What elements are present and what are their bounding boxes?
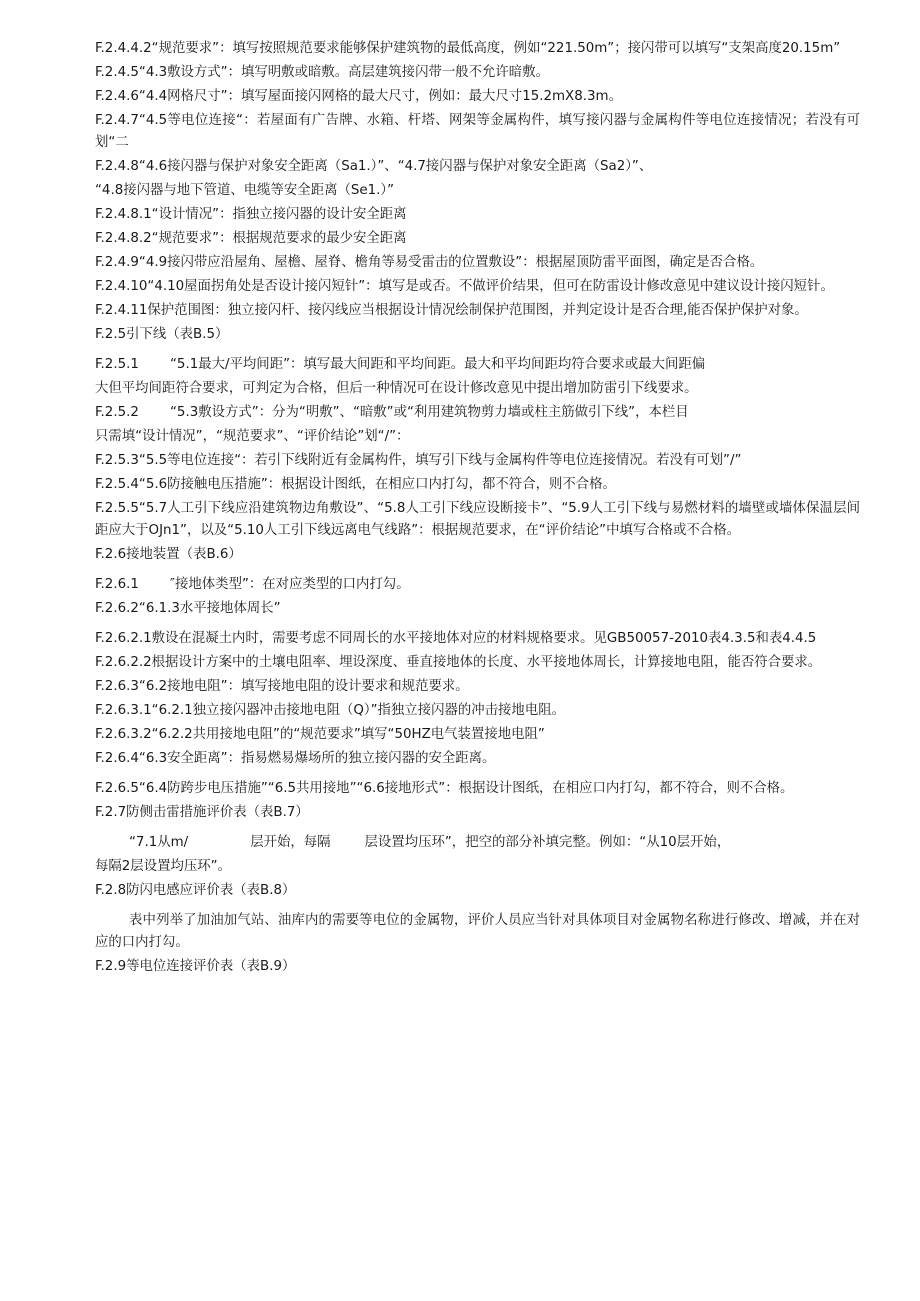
paragraph-f2632: F.2.6.3.2“6.2.2共用接地电阻”的“规范要求”填写“50HZ电气装置接地电阻” bbox=[95, 727, 545, 742]
paragraph-f247: F.2.4.7“4.5等电位连接“：若屋面有广告牌、水箱、杆塔、网架等金属构件，填写接闪器与金属构件等电位连接情况；若没有可划“二 bbox=[95, 113, 860, 150]
paragraph-f248-line2: “4.8接闪器与地下管道、电缆等安全距离（Se1.）” bbox=[95, 183, 395, 198]
section-heading-f26: F.2.6接地装置（表B.6） bbox=[95, 547, 242, 562]
section-heading-f29: F.2.9等电位连接评价表（表B.9） bbox=[95, 959, 296, 974]
paragraph-f261 bbox=[95, 574, 860, 596]
paragraph-f254: F.2.5.4“5.6防接触电压措施”：根据设计图纸，在相应口内打勾，都不符合，则不合格。 bbox=[95, 477, 616, 492]
text-segment: “7.1从m/ bbox=[129, 835, 189, 850]
paragraph-f246: F.2.4.6“4.4网格尺寸”：填写屋面接闪网格的最大尺寸，例如：最大尺寸15.2mX8.3m。 bbox=[95, 89, 622, 104]
paragraph-f264: F.2.6.4“6.3安全距离”：指易燃易爆场所的独立接闪器的安全距离。 bbox=[95, 751, 496, 766]
clause-text: “5.1最大/平均间距”：填写最大间距和平均间距。最大和平均间距均符合要求或最大间距偏 bbox=[170, 357, 706, 372]
paragraph-f2631: F.2.6.3.1“6.2.1独立接闪器冲击接地电阻（Q）”指独立接闪器的冲击接地电阻。 bbox=[95, 703, 565, 718]
paragraph-f251-line2: 大但平均间距符合要求，可判定为合格，但后一种情况可在设计修改意见中提出增加防雷引下线要求。 bbox=[95, 381, 698, 396]
paragraph-f248-line1: F.2.4.8“4.6接闪器与保护对象安全距离（Sa1.）”、“4.7接闪器与保护对象安全距离（Sa2）”、 bbox=[95, 159, 653, 174]
paragraph-f245: F.2.4.5“4.3敷设方式”：填写明敷或暗敷。高层建筑接闪带一般不允许暗敷。 bbox=[95, 65, 549, 80]
text-segment: 层设置均压环”，把空的部分补填完整。例如：“从10层开始， bbox=[364, 835, 731, 850]
section-heading-f25: F.2.5引下线（表B.5） bbox=[95, 327, 229, 342]
paragraph-f2442: F.2.4.4.2“规范要求”：填写按照规范要求能够保护建筑物的最低高度，例如“221.50m”；接闪带可以填写“支架高度20.15m” bbox=[95, 41, 841, 56]
section-heading-f27: F.2.7防侧击雷措施评价表（表B.7） bbox=[95, 805, 309, 820]
clause-text: ″接地体类型”：在对应类型的口内打勾。 bbox=[170, 577, 410, 592]
paragraph-f27-line1 bbox=[95, 832, 860, 854]
paragraph-f265: F.2.6.5“6.4防跨步电压措施”“6.5共用接地”“6.6接地形式”：根据设计图纸，在相应口内打勾，都不符合，则不合格。 bbox=[95, 781, 794, 796]
paragraph-f2411: F.2.4.11保护范围图：独立接闪杆、接闪线应当根据设计情况绘制保护范围图，并判定设计是否合理,能否保护保护对象。 bbox=[95, 303, 808, 318]
paragraph-f252-line1 bbox=[95, 402, 860, 424]
paragraph-f252-line2: 只需填“设计情况”，“规范要求”、“评价结论”划“/”： bbox=[95, 429, 410, 444]
paragraph-f2410: F.2.4.10“4.10屋面拐角处是否设计接闪短针”：填写是或否。不做评价结果，但可在防雷设计修改意见中建议设计接闪短针。 bbox=[95, 279, 834, 294]
paragraph-f28: 表中列举了加油加气站、油库内的需要等电位的金属物，评价人员应当针对具体项目对金属物名称进行修改、增减，并在对应的口内打勾。 bbox=[95, 913, 860, 950]
paragraph-f2482: F.2.4.8.2“规范要求”：根据规范要求的最少安全距离 bbox=[95, 231, 407, 246]
text-segment: 层开始，每隔 bbox=[250, 835, 331, 850]
paragraph-f253: F.2.5.3“5.5等电位连接“：若引下线附近有金属构件，填写引下线与金属构件等电位连接情况。若没有可划”/” bbox=[95, 453, 742, 468]
paragraph-f262: F.2.6.2“6.1.3水平接地体周长” bbox=[95, 601, 281, 616]
paragraph-f2621: F.2.6.2.1敷设在混凝土内时，需要考虑不同周长的水平接地体对应的材料规格要求。见GB50057-2010表4.3.5和表4.4.5 bbox=[95, 631, 817, 646]
paragraph-f255: F.2.5.5“5.7人工引下线应沿建筑物边角敷设”、“5.8人工引下线应设断接卡”、“5.9人工引下线与易燃材料的墙壁或墙体保温层间距应大于OJn1”，以及“5.10人工引下线远离电气线路”：根据规范要求，在“评价结论”中填写合格或不合格。 bbox=[95, 501, 860, 538]
paragraph-f263: F.2.6.3“6.2接地电阻”：填写接地电阻的设计要求和规范要求。 bbox=[95, 679, 469, 694]
paragraph-f249: F.2.4.9“4.9接闪带应沿屋角、屋檐、屋脊、檐角等易受雷击的位置敷设”：根据屋顶防雷平面图，确定是否合格。 bbox=[95, 255, 764, 270]
clause-number: F.2.6.1 bbox=[95, 577, 139, 592]
clause-number: F.2.5.2 bbox=[95, 405, 139, 420]
paragraph-f251-line1 bbox=[95, 354, 860, 376]
paragraph-f27-line2: 每隔2层设置均压环”。 bbox=[95, 859, 231, 874]
document-page bbox=[95, 38, 860, 978]
clause-text: “5.3敷设方式”：分为“明敷”、“暗敷”或“利用建筑物剪力墙或柱主筋做引下线”，本栏目 bbox=[170, 405, 689, 420]
section-heading-f28: F.2.8防闪电感应评价表（表B.8） bbox=[95, 883, 296, 898]
paragraph-f2481: F.2.4.8.1“设计情况”：指独立接闪器的设计安全距离 bbox=[95, 207, 407, 222]
paragraph-f2622: F.2.6.2.2根据设计方案中的土壤电阻率、埋设深度、垂直接地体的长度、水平接地体周长，计算接地电阻，能否符合要求。 bbox=[95, 655, 822, 670]
clause-number: F.2.5.1 bbox=[95, 357, 139, 372]
